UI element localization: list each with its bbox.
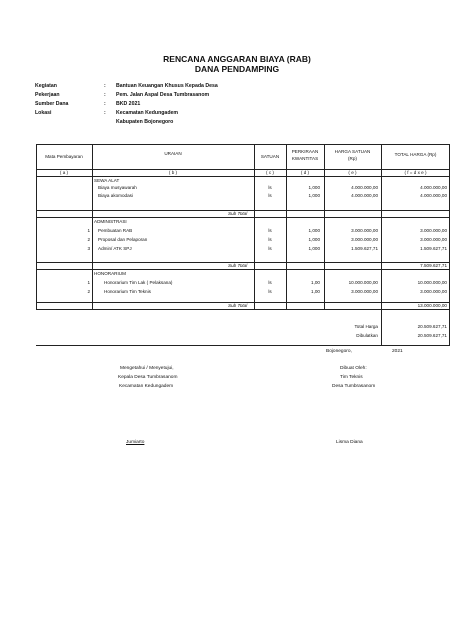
table-row-unit: ls bbox=[268, 246, 272, 251]
table-row-price: 1.509.627,71 bbox=[351, 246, 378, 251]
right-signer-name: Lisma Diana bbox=[336, 440, 363, 445]
table-row-qty: 1,000 bbox=[308, 246, 320, 251]
rab-table bbox=[36, 144, 450, 346]
dibulatkan-label: Dibulatkan bbox=[356, 333, 378, 338]
table-row-qty: 1,00 bbox=[311, 289, 320, 294]
subtotal-value: 13.000.000,00 bbox=[417, 303, 447, 308]
header-mata-pembayaran: Mata Pembayaran bbox=[45, 154, 83, 159]
right-signer-line1: Dibuat Oleh: bbox=[340, 366, 367, 371]
document-subtitle: DANA PENDAMPING bbox=[194, 64, 280, 74]
info-label-kegiatan: Kegiatan bbox=[35, 83, 57, 89]
section-title-honorarium: HONORARIUM bbox=[94, 271, 126, 276]
info-label-lokasi: Lokasi bbox=[35, 110, 52, 116]
header-harga-satuan: HARGA SATUAN bbox=[334, 149, 371, 154]
code-e: ( e ) bbox=[348, 170, 357, 175]
table-row-total: 3.000.000,00 bbox=[420, 228, 447, 233]
table-row-price: 4.000.000,00 bbox=[351, 193, 378, 198]
table-row-desc: Proposal dan Pelaporan bbox=[98, 237, 148, 242]
info-value-sumber-dana: BKD 2021 bbox=[116, 101, 141, 107]
header-harga-unit: (Rp) bbox=[348, 156, 357, 161]
code-c: ( c ) bbox=[266, 170, 274, 175]
info-label-pekerjaan: Pekerjaan bbox=[35, 92, 60, 98]
document-title: RENCANA ANGGARAN BIAYA (RAB) bbox=[163, 54, 311, 64]
code-b: ( b ) bbox=[168, 170, 178, 175]
right-signer-line3: Desa Tumbrasanom bbox=[332, 384, 376, 389]
header-kwantitas: KWANTITAS bbox=[291, 156, 319, 161]
table-row-price: 4.000.000,00 bbox=[351, 185, 378, 190]
table-row-unit: ls bbox=[268, 193, 272, 198]
table-row-no: 2 bbox=[87, 237, 90, 242]
table-row-desc: Honorarium Tim Lak ( Pelaksana) bbox=[104, 280, 173, 285]
code-a: ( a ) bbox=[59, 170, 69, 175]
info-colon: : bbox=[104, 101, 106, 107]
table-row-desc: Biaya musyawarah bbox=[98, 185, 137, 190]
table-row-price: 3.000.000,00 bbox=[351, 237, 378, 242]
table-row-total: 4.000.000,00 bbox=[420, 193, 447, 198]
subtotal-label: Sub Total bbox=[228, 211, 248, 216]
year: 2021 bbox=[392, 349, 403, 354]
table-row-unit: ls bbox=[268, 237, 272, 242]
table-row-no: 3 bbox=[87, 246, 90, 251]
table-row-unit: ls bbox=[268, 185, 272, 190]
table-row-total: 3.000.000,00 bbox=[420, 237, 447, 242]
table-row-total: 4.000.000,00 bbox=[420, 185, 447, 190]
subtotal-label: Sub Total bbox=[228, 263, 248, 268]
info-value-kabupaten: Kabupaten Bojonegoro bbox=[116, 119, 174, 125]
info-colon: : bbox=[104, 83, 106, 89]
left-signer-line1: Mengetahui / Menyetujui, bbox=[120, 366, 174, 371]
table-row-qty: 1,000 bbox=[308, 228, 320, 233]
section-title-administrasi: ADMINISTRASI bbox=[94, 219, 127, 224]
table-row-total: 1.509.627,71 bbox=[420, 246, 447, 251]
total-harga-value: 20.509.627,71 bbox=[417, 324, 447, 329]
header-total-harga: TOTAL HARGA (Rp) bbox=[394, 152, 437, 157]
total-harga-label: Total Harga bbox=[354, 324, 378, 329]
header-satuan: SATUAN bbox=[260, 154, 280, 159]
info-value-lokasi: Kecamatan Kedungadem bbox=[116, 110, 178, 116]
table-row-total: 3.000.000,00 bbox=[420, 289, 447, 294]
table-row-desc: Pembuatan RAB bbox=[98, 228, 133, 233]
subtotal-value: 7.509.627,71 bbox=[420, 263, 447, 268]
info-colon: : bbox=[104, 92, 106, 98]
table-row-unit: ls bbox=[268, 280, 272, 285]
info-colon: : bbox=[104, 110, 106, 116]
section-title-sewa-alat: SEWA ALAT bbox=[94, 178, 120, 183]
table-row-qty: 1,000 bbox=[308, 193, 320, 198]
header-uraian: URAIAN bbox=[164, 151, 182, 156]
header-perkiraan: PERKIRAAN bbox=[291, 149, 319, 154]
table-row-total: 10.000.000,00 bbox=[417, 280, 447, 285]
table-row-qty: 1,000 bbox=[308, 185, 320, 190]
info-value-kegiatan: Bantuan Keuangan Khusus Kepada Desa bbox=[116, 83, 218, 89]
place-date: Bojonegoro, bbox=[326, 349, 352, 354]
table-row-unit: ls bbox=[268, 228, 272, 233]
table-row-price: 3.000.000,00 bbox=[351, 228, 378, 233]
left-signer-name: Jumiarto bbox=[126, 440, 145, 445]
table-row-desc: Honorarium Tim Teknis bbox=[104, 289, 151, 294]
table-row-no: 1 bbox=[87, 228, 90, 233]
table-row-price: 10.000.000,00 bbox=[348, 280, 378, 285]
table-row-no: 1 bbox=[87, 280, 90, 285]
subtotal-label: Sub Total bbox=[228, 303, 248, 308]
table-row-qty: 1,00 bbox=[311, 280, 320, 285]
info-label-sumber-dana: Sumber Dana bbox=[35, 101, 69, 107]
dibulatkan-value: 20.509.627,71 bbox=[417, 333, 447, 338]
table-row-qty: 1,000 bbox=[308, 237, 320, 242]
left-signer-line2: Kepala Desa Tumbrasanom bbox=[118, 375, 178, 380]
code-f: ( f = d x e ) bbox=[404, 170, 427, 175]
table-row-desc: Admin/ ATK SPJ bbox=[98, 246, 132, 251]
table-row-unit: ls bbox=[268, 289, 272, 294]
right-signer-line2: Tim Teknis bbox=[340, 375, 363, 380]
table-row-no: 2 bbox=[87, 289, 90, 294]
code-d: ( d ) bbox=[300, 170, 310, 175]
left-signer-line3: Kecamatan Kedungadem bbox=[119, 384, 174, 389]
table-row-price: 3.000.000,00 bbox=[351, 289, 378, 294]
info-value-pekerjaan: Pem. Jalan Aspal Desa Tumbrasanom bbox=[116, 92, 210, 98]
table-row-desc: Biaya akomodasi bbox=[98, 193, 133, 198]
